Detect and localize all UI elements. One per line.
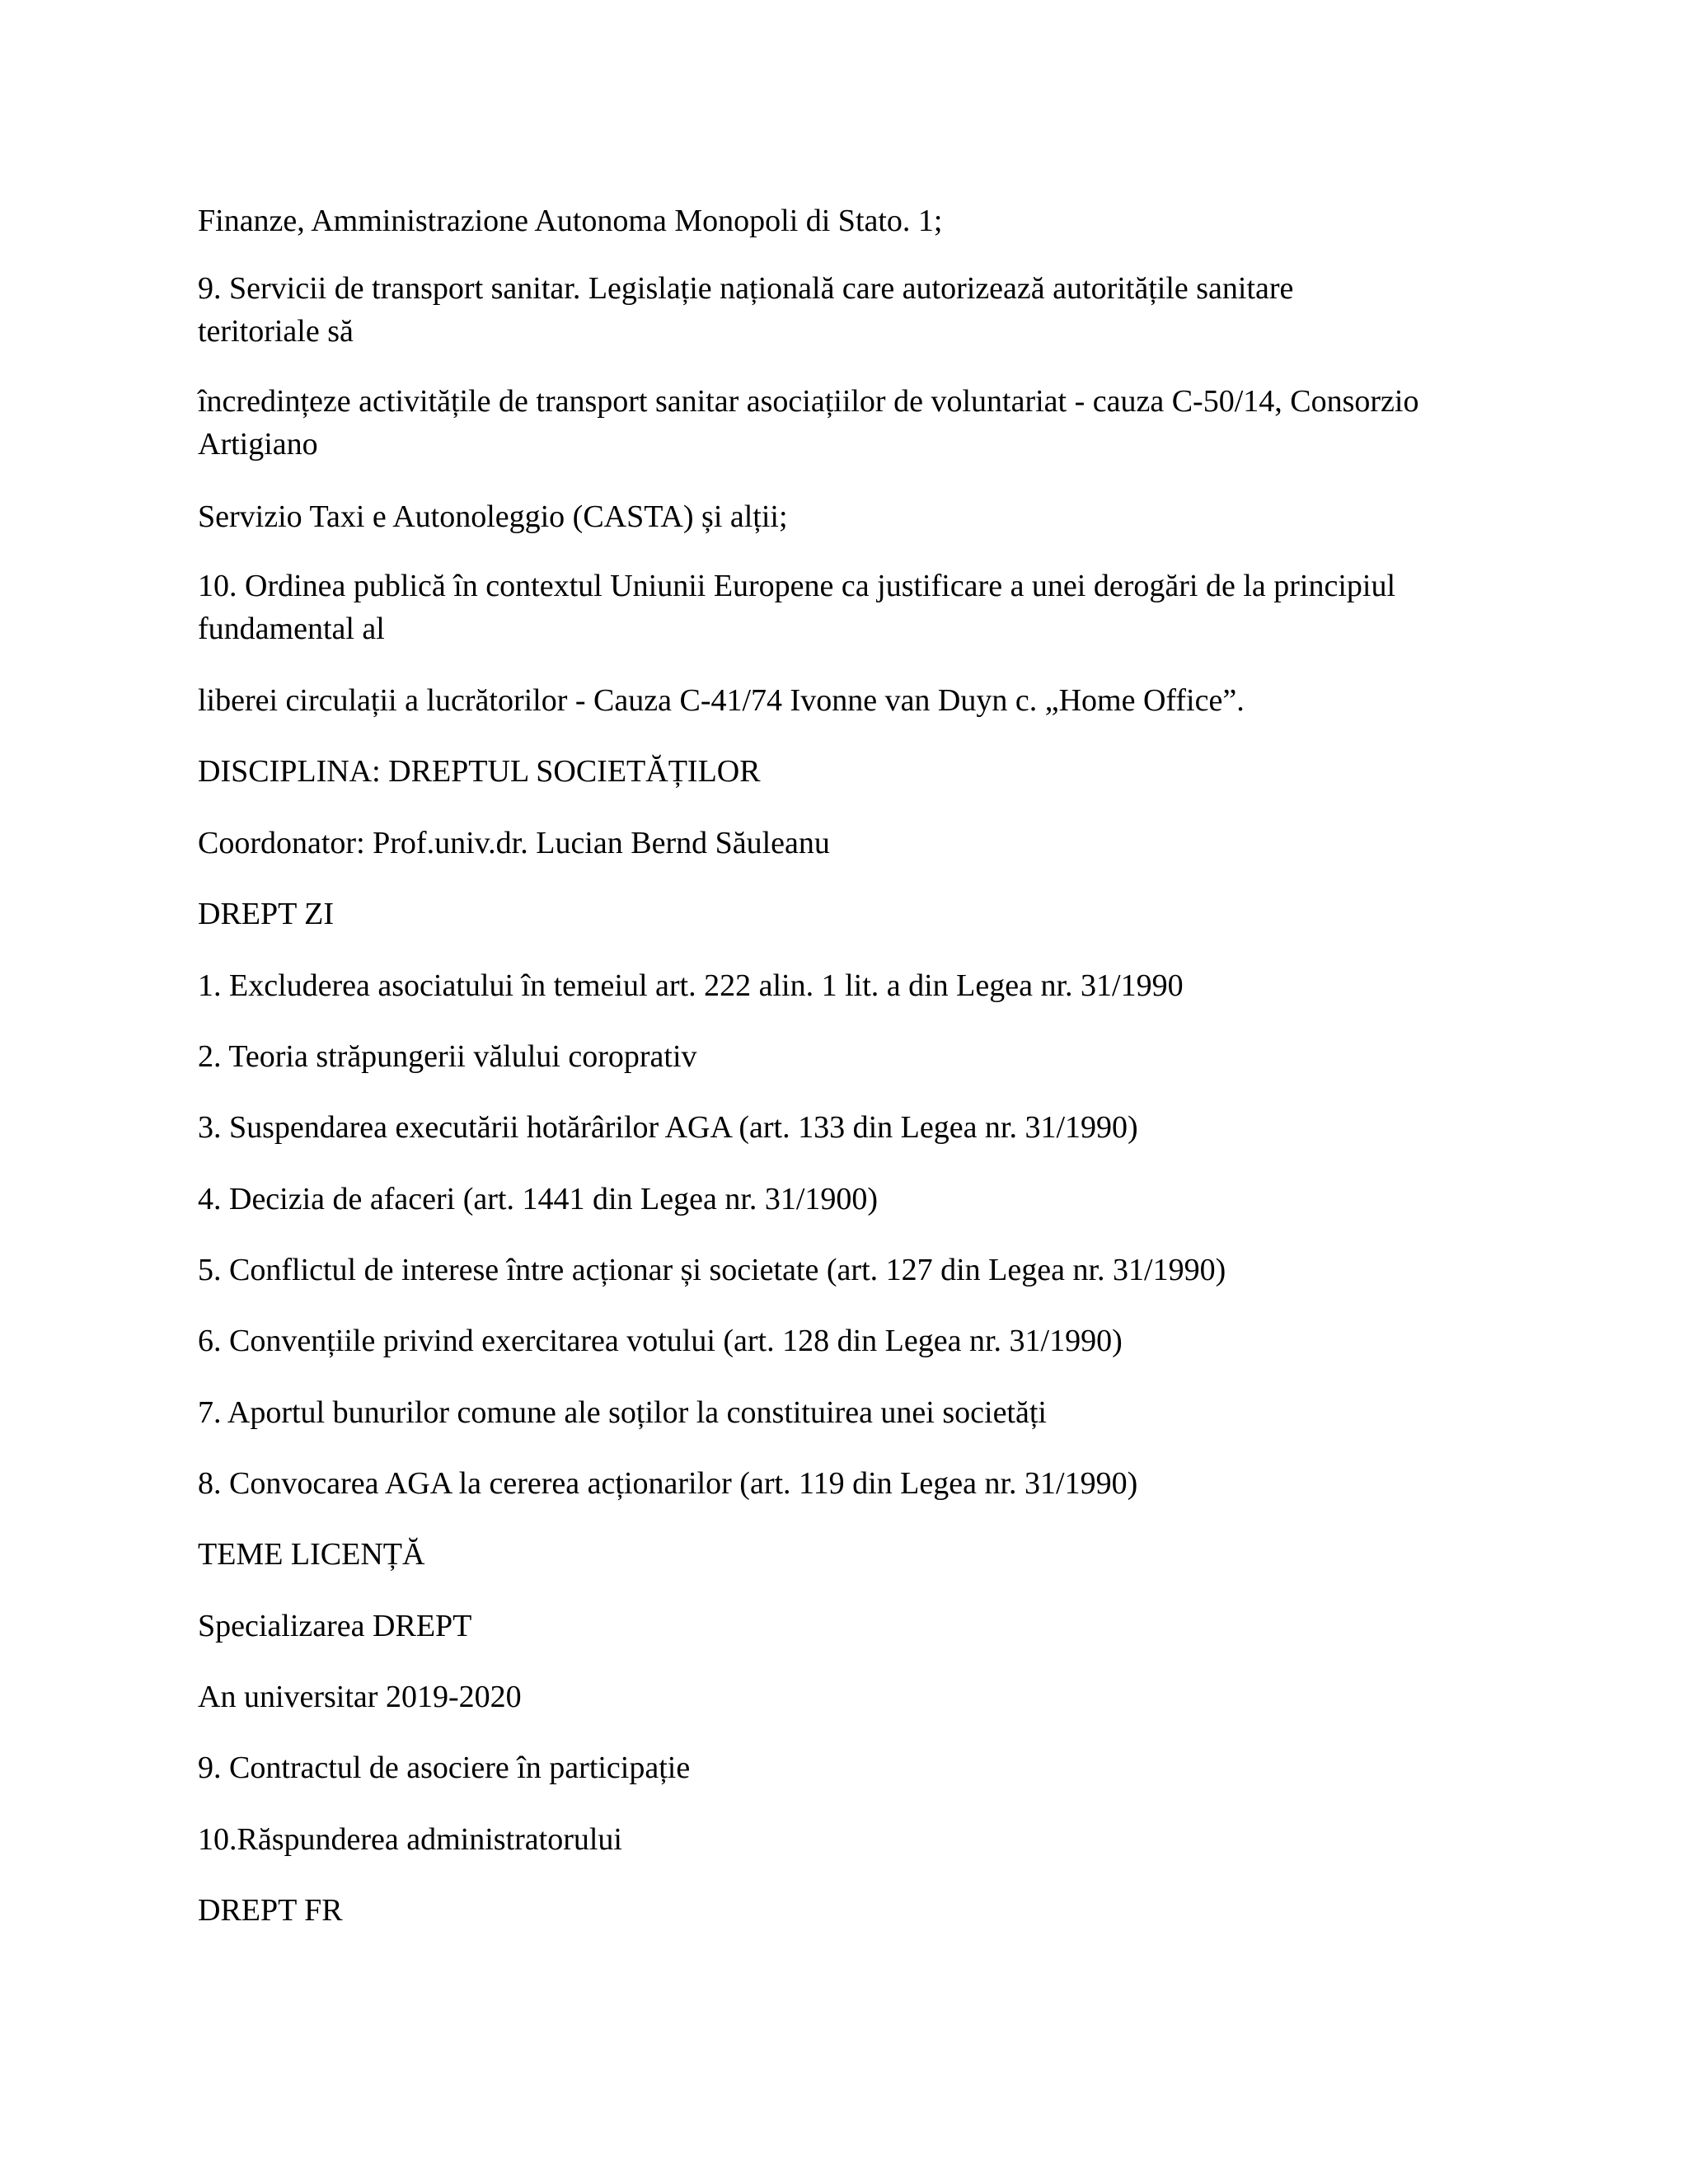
text-line-liberei-circulatii: liberei circulații a lucrătorilor - Cauza C-41/74 Ivonne van Duyn c. „Home Office”.: [198, 683, 1245, 718]
topic-5: 5. Conflictul de interese între acționar și societate (art. 127 din Legea nr. 31/1990): [198, 1253, 1226, 1287]
section-drept-fr: DREPT FR: [198, 1893, 343, 1928]
item-9-continuation: teritoriale să: [198, 314, 354, 349]
text-line-finanze: Finanze, Amministrazione Autonoma Monopoli di Stato. 1;: [198, 204, 943, 238]
discipline-heading: DISCIPLINA: DREPTUL SOCIETĂȚILOR: [198, 754, 761, 789]
coordinator-line: Coordonator: Prof.univ.dr. Lucian Bernd Săuleanu: [198, 826, 830, 860]
text-line-incredinteze: încredințeze activitățile de transport sanitar asociațiilor de voluntariat - cauza C-50/14, Consorzio: [198, 384, 1419, 419]
text-line-artigiano: Artigiano: [198, 427, 318, 462]
item-10-ordinea-publica: 10. Ordinea publică în contextul Uniunii Europene ca justificare a unei derogări de la principiul: [198, 569, 1395, 603]
topic-9: 9. Contractul de asociere în participație: [198, 1750, 691, 1785]
topic-7: 7. Aportul bunurilor comune ale soților la constituirea unei societăți: [198, 1395, 1047, 1430]
topic-2: 2. Teoria străpungerii vălului coroprativ: [198, 1039, 697, 1074]
item-10-continuation: fundamental al: [198, 612, 385, 646]
section-drept-zi: DREPT ZI: [198, 897, 335, 931]
topic-10: 10.Răspunderea administratorului: [198, 1822, 622, 1857]
specialization-line: Specializarea DREPT: [198, 1609, 472, 1643]
academic-year-line: An universitar 2019-2020: [198, 1680, 522, 1714]
topic-3: 3. Suspendarea executării hotărârilor AGA (art. 133 din Legea nr. 31/1990): [198, 1110, 1138, 1145]
topic-4: 4. Decizia de afaceri (art. 1441 din Legea nr. 31/1900): [198, 1182, 879, 1216]
teme-licenta-heading: TEME LICENȚĂ: [198, 1537, 425, 1572]
topic-6: 6. Convențiile privind exercitarea votului (art. 128 din Legea nr. 31/1990): [198, 1324, 1123, 1358]
item-9-transport-sanitar: 9. Servicii de transport sanitar. Legislație națională care autorizează autoritățile sanitare: [198, 271, 1294, 306]
topic-8: 8. Convocarea AGA la cererea acționarilor (art. 119 din Legea nr. 31/1990): [198, 1466, 1138, 1501]
text-line-servizio-taxi: Servizio Taxi e Autonoleggio (CASTA) și alții;: [198, 499, 788, 534]
topic-1: 1. Excluderea asociatului în temeiul art. 222 alin. 1 lit. a din Legea nr. 31/1990: [198, 968, 1184, 1003]
